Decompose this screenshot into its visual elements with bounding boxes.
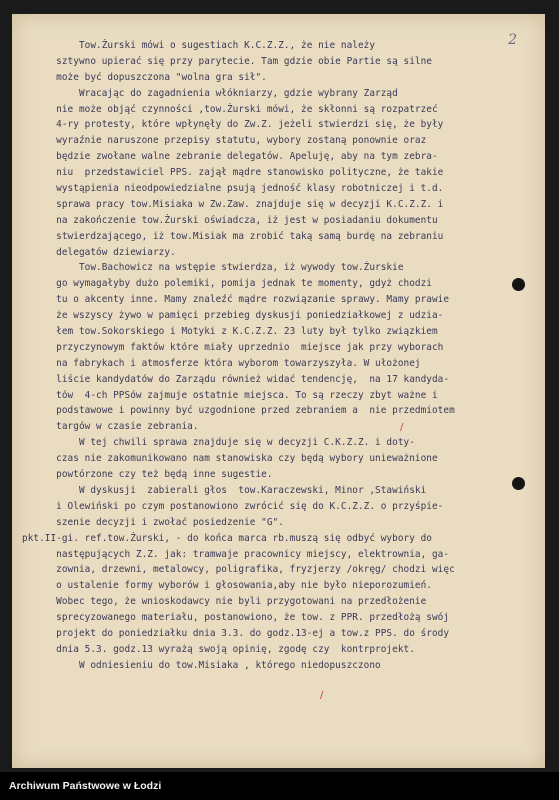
text-line: wyraźnie naruszone przepisy statutu, wybory zostaną ponownie oraz (22, 135, 427, 147)
text-line: W tej chwili sprawa znajduje się w decyzji C.K.Z.Z. i doty- (22, 437, 415, 449)
text-line: łem tow.Sokorskiego i Motyki z K.C.Z.Z. 23 luty był tylko związkiem (22, 326, 438, 338)
text-line: czas nie zakomunikowano nam stanowiska czy będą wybory unieważnione (22, 453, 438, 465)
text-line: przyczynowym faktów które miały uprzednio miejsce jak przy wyborach (22, 341, 444, 353)
text-line: W dyskusji zabierali głos tow.Karaczewski, Minor ,Stawiński (22, 484, 427, 496)
text-line: sprawa pracy tow.Misiaka w Zw.Zaw. znajduje się w decyzji K.C.Z.Z. i (22, 198, 444, 210)
text-line: go wymagałyby dużo polemiki, pomija jednak te momenty, gdyż chodzi (22, 278, 432, 290)
text-line: powtórzone czy też będą inne sugestie. (22, 469, 273, 481)
archive-footer-bar (0, 772, 559, 800)
text-line: Wracając do zagadnienia włókniarzy, gdzie wybrany Zarząd (22, 87, 398, 99)
text-line: na zakończenie tow.Żurski oświadcza, iż jest w posiadaniu dokumentu (22, 214, 438, 226)
text-line: tów 4-ch PPSów zajmuje ostatnie miejsca. To są rzeczy zbyt ważne i (22, 389, 438, 401)
text-line: dnia 5.3. godz.13 wyrażą swoją opinię, zgodę czy kontrprojekt. (22, 643, 415, 655)
text-line: Wobec tego, że wnioskodawcy nie byli przygotowani na przedłożenie (22, 596, 427, 608)
text-line: szenie decyzji i zwołać posiedzenie "G". (22, 516, 284, 528)
text-line: i Olewiński po czym postanowiono zwrócić się do K.C.Z.Z. o przyśpie- (22, 500, 444, 512)
text-line: projekt do poniedziałku dnia 3.3. do godz.13-ej a tow.z PPS. do środy (22, 627, 450, 639)
text-line: następujących Z.Z. jak: tramwaje pracownicy miejscy, elektrownia, ga- (22, 548, 450, 560)
text-line: że wszyscy żywo w pamięci przebieg dyskusji poniedziałkowej z udzia- (22, 310, 444, 322)
text-line: sztywno upierać się przy parytecie. Tam gdzie obie Partie są silne (22, 55, 432, 67)
text-line: pkt.II-gi. ref.tow.Żurski, - do końca marca rb.muszą się odbyć wybory do (22, 532, 432, 544)
text-line: podstawowe i powinny być uzgodnione przed zebraniem a nie przedmiotem (22, 405, 455, 417)
correction-mark: / (320, 690, 324, 701)
text-line: liście kandydatów do Zarządu również widać tendencję, na 17 kandyda- (22, 373, 450, 385)
page-number: 2 (508, 32, 517, 48)
text-line: na fabrykach i atmosferze która wyborom towarzyszyła. W ułożonej (22, 357, 421, 369)
text-line: tu o akcenty inne. Mamy znaleźć mądre rozwiązanie sprawy. Mamy prawie (22, 294, 450, 306)
text-line: zownia, drzewni, metalowcy, poligrafika, fryzjerzy /okręg/ chodzi więc (22, 564, 455, 576)
text-line: może być dopuszczona "wolna gra sił". (22, 71, 267, 83)
text-line: delegatów dziewiarzy. (22, 246, 176, 258)
document-body-text (22, 38, 527, 674)
text-line: wystąpienia nieodpowiedzialne psują jedność klasy robotniczej i t.d. (22, 183, 444, 195)
text-line: Tow.Żurski mówi o sugestiach K.C.Z.Z., że nie należy (22, 40, 376, 51)
correction-mark: / (400, 422, 404, 433)
text-line: targów w czasie zebrania. (22, 421, 199, 433)
archive-label: Archiwum Państwowe w Łodzi (9, 780, 162, 792)
text-line: 4-ry protesty, które wpłynęły do Zw.Z. jeżeli stwierdzi się, że były (22, 119, 444, 131)
text-line: o ustalenie formy wyborów i głosowania,aby nie było nieporozumień. (22, 580, 432, 592)
text-line: stwierdzającego, iż tow.Misiak ma zrobić taką samą burdę na zebraniu (22, 230, 444, 242)
text-line: niu przedstawiciel PPS. zajął mądre stanowisko polityczne, że takie (22, 167, 444, 179)
text-line: sprecyzowanego materiału, postanowiono, że tow. z PPR. przedłożą swój (22, 612, 450, 624)
text-line: Tow.Bachowicz na wstępie stwierdza, iż wywody tow.Żurskie (22, 262, 404, 274)
text-line: nie może objąć czynności ,tow.Żurski mówi, że skłonni są rozpatrzeć (22, 103, 438, 115)
text-line: W odniesieniu do tow.Misiaka , którego niedopuszczono (22, 659, 381, 671)
text-line: będzie zwołane walne zebranie delegatów. Apeluję, aby na tym zebra- (22, 151, 438, 163)
